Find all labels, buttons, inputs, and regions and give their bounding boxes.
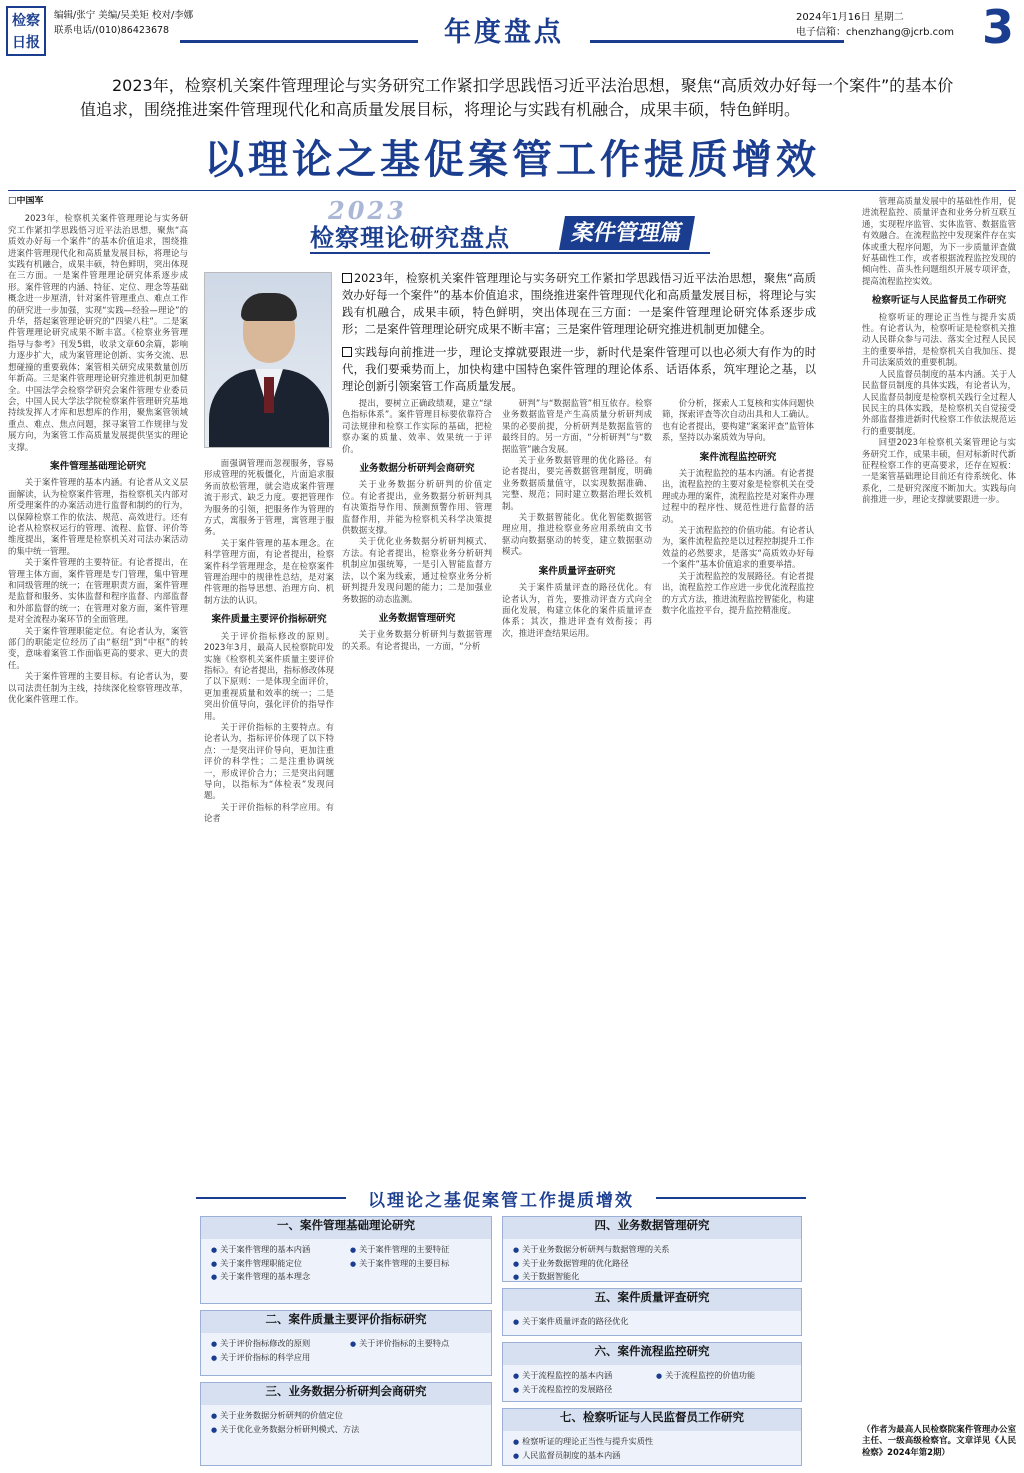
square-bullet-icon	[342, 347, 352, 357]
paragraph: 关于流程监控的价值功能。有论者认为，案件流程监控是以过程控制提升工作效益的必然要求，是落实“高质效办好每一个案件”基本价值追求的重要举措。	[662, 525, 814, 570]
diagram-card-6	[502, 1342, 802, 1402]
paragraph: 关于优化业务数据分析研判模式、方法。有论者提出，检察业务分析研判机制应加强统筹，一是引入智能监督方法，以个案为线索，通过检察业务分析研判提升发现问题的能力；二是加强业务数据的动态监测。	[342, 536, 492, 604]
subheading: 案件质量评查研究	[538, 565, 616, 577]
card-title: 三、业务数据分析研判会商研究	[201, 1383, 491, 1405]
list-item: ● 关于案件管理的主要目标	[350, 1257, 481, 1271]
paragraph: 关于业务数据分析研判与数据管理的关系。有论者提出，一方面，“分析	[342, 629, 492, 651]
paragraph: 关于评价指标的科学应用。有论者	[204, 801, 334, 824]
editors-line: 编辑/张宁 美编/吴美矩 校对/李娜	[54, 10, 194, 21]
newspaper-logo: 检察日报	[6, 6, 46, 56]
intro-paragraph: 2023年，检察机关案件管理理论与实务研究工作紧扣学思践悟习近平法治思想，聚焦“高质效办好每一个案件”的基本价值追求，围绕推进案件管理现代化和高质量发展目标，将理论与实践有机融合，成果丰硕，特色鲜明，突出体现在三方面：一是案件管理理论研究体系逐步成形；二是案件管理理论研究成果不断丰富；三是案件管理理论研究推进机制更加健全。	[342, 272, 816, 336]
card-title: 五、案件质量评查研究	[503, 1289, 801, 1311]
divider	[8, 190, 1016, 191]
paragraph: 关于业务数据分析研判的价值定位。有论者提出，业务数据分析研判具有决策指导作用、预测预警作用、管理监督作用，并能为检察机关科学决策提供数据支撑。	[342, 479, 492, 536]
subheading: 业务数据分析研判会商研究	[359, 463, 475, 475]
diagram-title: 以理论之基促案管工作提质增效	[196, 1186, 806, 1211]
card-list	[201, 1333, 491, 1368]
card-title: 二、案件质量主要评价指标研究	[201, 1311, 491, 1333]
author-note: （作者为最高人民检察院案件管理办公室主任、一级高级检察官。文章详见《人民检察》2024年第2期）	[862, 1424, 1016, 1457]
list-item: ● 关于优化业务数据分析研判模式、方法	[211, 1423, 481, 1437]
diagram-card-7	[502, 1408, 802, 1466]
paragraph: 2023年，检察机关案件管理理论与实务研究工作紧扣学思践悟习近平法治思想，聚焦“高质效办好每一个案件”的基本价值追求，围绕推进案件管理现代化和高质量发展目标，将理论与实践有机融合，成果丰硕，特色鲜明，突出体现在三方面。一是案件管理理论研究体系逐步成形。案件管理的内涵、特征、定位、理念等基础概念进一步厘清，针对案件管理重点、难点工作的研究进一步加强，实现“实践—经验—理论”的升华，搭起案管理论研究的“四梁八柱”。二是案件管理理论研究成果不断丰富。《检察业务管理指导与参考》刊发5辑，收录文章60余篇，影响力逐步扩大，成为案管理论创新、实务交流、思想碰撞的重要载体；案管相关研究成果数量创历年新高。三是案件管理理论研究推进机制更加健全。中国法学会检察学研究会案件管理专业委员会，中国人民大学法学院检察案件管理研究基地持续发挥人才库和思想库的作用，聚焦案管领域重点、难点、焦点问题，探寻案管工作规律与发展方向，为案管工作高质量发展提供坚实的理论支撑。	[8, 213, 188, 452]
card-list	[201, 1239, 491, 1288]
summary-diagram	[196, 1186, 806, 1468]
intro-paragraph: 实践每向前推进一步，理论支撑就要跟进一步，新时代是案件管理可以也必须大有作为的时代，我们要乘势而上，加快构建中国特色案件管理的理论体系、话语体系，筑牢理论之基，以理论创新引领案管工作高质量发展。	[342, 346, 816, 393]
subheading: 案件管理基础理论研究	[50, 460, 146, 472]
paragraph: 关于评价指标的主要特点。有论者认为，指标评价体现了以下特点：一是突出评价导向，更加注重评价的科学性；二是注重协调统一，形成评价合力；三是突出问题导向，以指标为“体检表”发现问题。	[204, 721, 334, 801]
issue-info	[796, 10, 954, 40]
intro-block	[342, 270, 816, 401]
list-item: ● 关于案件管理的基本理念	[211, 1270, 342, 1284]
article-column-3	[342, 398, 492, 1178]
page-title: 以理论之基促案管工作提质增效	[204, 136, 820, 183]
list-item: ● 关于业务数据管理的优化路径	[513, 1257, 791, 1271]
card-title: 六、案件流程监控研究	[503, 1343, 801, 1365]
editor-info	[54, 8, 193, 38]
issue-date: 2024年1月16日 星期二	[796, 12, 904, 23]
diagram-card-4	[502, 1216, 802, 1282]
subheading: 业务数据管理研究	[378, 612, 456, 624]
diagram-card-5	[502, 1288, 802, 1336]
paragraph: 人民监督员制度的基本内涵。关于人民监督员制度的具体实践，有论者认为，人民监督员制度是检察机关践行全过程人民民主的具体实践，是检察机关自觉接受外部监督推进新时代检察工作依法规范运行的重要制度。	[862, 368, 1016, 436]
byline: □中国军	[8, 196, 44, 206]
lead-paragraph: 2023年，检察机关案件管理理论与实务研究工作紧扣学思践悟习近平法治思想，聚焦“高质效办好每一个案件”的基本价值追求，围绕推进案件管理现代化和高质量发展目标，将理论与实践有机融合，成果丰硕，特色鲜明。	[80, 76, 954, 119]
paragraph: 关于流程监控的基本内涵。有论者提出，流程监控的主要对象是检察机关在受理或办理的案件，流程监控是对案件办理过程中的程序性、规范性进行监督的活动。	[662, 468, 814, 524]
list-item: ● 关于流程监控的发展路径	[513, 1383, 648, 1397]
list-item: ● 关于案件管理的主要特征	[350, 1243, 481, 1257]
paragraph: 关于业务数据管理的优化路径。有论者提出，要完善数据管理制度，明确业务数据质量值守，以实现数据准确、完整、规范；同时建立数据治理长效机制。	[502, 455, 652, 511]
paragraph: 面强调管理而忽视服务，容易形成管理的死板僵化，片面追求服务而放松管理，就会造成案件管理流于形式、缺乏力度。要把管理作为服务的引领，把服务作为管理的方式，寓服务于管理，寓管理于服务。	[204, 458, 334, 537]
paragraph: 研判”与“数据监管”相互依存。检察业务数据监管是产生高质量分析研判成果的必要前提，分析研判是数据监管的最终目的。另一方面，“分析研判”与“数据监管”融合发展。	[502, 398, 652, 454]
list-item: ● 关于流程监控的价值功能	[656, 1369, 791, 1383]
paragraph: 关于评价指标修改的原则。2023年3月，最高人民检察院印发实施《检察机关案件质量主要评价指标》。有论者提出，指标修改体现了以下原则：一是体现全面评价，更加重视质量和效率的统一；二是突出价值导向，强化评价的指导作用。	[204, 630, 334, 721]
list-item: ● 关于流程监控的基本内涵	[513, 1369, 648, 1383]
list-item: ● 人民监督员制度的基本内涵	[513, 1449, 791, 1463]
card-title: 四、业务数据管理研究	[503, 1217, 801, 1239]
contact-email: 电子信箱：chenzhang@jcrb.com	[796, 27, 954, 38]
paragraph: 回望2023年检察机关案管理论与实务研究工作，成果丰硕，但对标新时代新征程检察工作的更高要求，还存在短板：一是案管基础理论目前还有待系统化、体系化，二是研究深度不断加大。实践每向前推进一步，理论支撑就要跟进一步。	[862, 437, 1016, 505]
paragraph: 价分析，探索人工复核和实体问题快筛，探索评查等次自动出具和人工确认。也有论者提出，要构建“案案评查”监管体系，坚持以办案质效为导向。	[662, 398, 814, 443]
paragraph: 关于流程监控的发展路径。有论者提出，流程监控工作应进一步优化流程监控的方式方法，推进流程监控智能化，构建数字化监控平台，提升监控精准度。	[662, 570, 814, 615]
list-item: ● 关于案件质量评查的路径优化	[513, 1315, 791, 1329]
list-item: ● 关于案件管理职能定位	[211, 1257, 342, 1271]
paragraph: 关于数据智能化。优化智能数据管理应用，推进检察业务应用系统由文书驱动向数据驱动的转变，建立数据驱动模式。	[502, 512, 652, 557]
square-bullet-icon	[342, 273, 352, 283]
card-title: 七、检察听证与人民监督员工作研究	[503, 1409, 801, 1431]
subheading: 案件质量主要评价指标研究	[211, 614, 327, 626]
paragraph: 关于案件管理的基本理念。在科学管理方面，有论者提出，检察案件科学管理理念，是在检察案件管理治理中的规律性总结，是对案件管理的指导思想、治理方向、机制方法的认识。	[204, 537, 334, 605]
paragraph: 关于案件管理的主要目标。有论者认为，要以司法责任制为主线，持续深化检察管理改革，优化案件管理工作。	[8, 671, 188, 705]
paragraph: 关于案件管理职能定位。有论者认为，案管部门的职能定位经历了由“枢纽”到“中枢”的转变，意味着案管工作面临更高的要求、更大的责任。	[8, 625, 188, 670]
list-item: ● 关于业务数据分析研判的价值定位	[211, 1409, 481, 1423]
banner-tag: 案件管理篇	[559, 216, 695, 250]
card-list	[503, 1431, 801, 1466]
page-number: 3	[981, 0, 1014, 54]
card-list	[503, 1311, 801, 1333]
paragraph: 提出，要树立正确政绩观，建立“绿色指标体系”。案件管理目标要依靠符合司法规律和检察工作实际的基础，把检察办案的质量、效率、效果统一于评价。	[342, 398, 492, 454]
article-column-1	[8, 196, 188, 1468]
card-list	[503, 1365, 801, 1400]
list-item: ● 关于评价指标的科学应用	[211, 1351, 342, 1365]
series-banner	[300, 196, 720, 262]
portrait-hair	[241, 293, 297, 321]
banner-title: 检察理论研究盘点	[310, 224, 510, 252]
diagram-card-2	[200, 1310, 492, 1376]
paragraph: 管理高质量发展中的基础性作用，促进流程监控、质量评查和业务分析互联互通，实现程序监管、实体监管、数据监管有效融合。在流程监控中发现案件存在实体或重大程序问题，为下一步质量评查做好基础性工作，或者根据流程监控发现的倾向性、苗头性问题组织开展专项评查，提高流程监控实效。	[862, 196, 1016, 286]
portrait-tie	[264, 377, 274, 413]
list-item: ● 关于案件管理的基本内涵	[211, 1243, 342, 1257]
subheading: 案件流程监控研究	[699, 451, 777, 463]
paragraph: 关于案件质量评查的路径优化。有论者认为，首先，要推动评查方式向全面化发展，构建立体化的案件质量评查体系；其次，推进评查有效衔接；再次，推进评查结果运用。	[502, 582, 652, 638]
article-column-6	[862, 196, 1016, 1418]
phone-line: 联系电话/(010)86423678	[54, 25, 170, 36]
diagram-card-3	[200, 1382, 492, 1466]
list-item: ● 关于评价指标的主要特点	[350, 1337, 481, 1351]
section-title: 年度盘点	[418, 14, 590, 52]
paragraph: 检察听证的理论正当性与提升实质性。有论者认为，检察听证是检察机关推动人民群众参与司法、落实全过程人民民主的重要举措，是检察机关自我加压、提升司法案质效的重要机制。	[862, 311, 1016, 368]
article-column-2	[204, 458, 334, 1178]
card-list	[503, 1239, 801, 1288]
article-column-5	[662, 398, 814, 1178]
paragraph: 关于案件管理的基本内涵。有论者从文义层面解读，认为检察案件管理，指检察机关内部对所受理案件的办案活动进行监督和制约的行为，以保障检察工作的依法、规范、高效进行。还有论者从检察权运行的管理、流程、监督、评价等维度提出，案件管理是检察机关对司法办案活动的集中统一管理。	[8, 477, 188, 556]
card-list	[201, 1405, 491, 1440]
page-header	[0, 0, 1024, 60]
list-item: ● 关于评价指标修改的原则	[211, 1337, 342, 1351]
author-photo	[204, 272, 332, 448]
banner-year: 2023	[328, 196, 407, 225]
article-column-4	[502, 398, 652, 1178]
list-item: ● 检察听证的理论正当性与提升实质性	[513, 1435, 791, 1449]
list-item: ● 关于业务数据分析研判与数据管理的关系	[513, 1243, 791, 1257]
paragraph: 关于案件管理的主要特征。有论者提出，在管理主体方面，案件管理是专门管理，集中管理和同级管理的统一；在管理职责方面，案件管理是监督和服务、实体监督和程序监督、内部监督和外部监督的统一；在管理对象方面，案件管理是对全流程办案环节的全面管理。	[8, 557, 188, 625]
list-item: ● 关于数据智能化	[513, 1270, 791, 1284]
diagram-card-1	[200, 1216, 492, 1304]
banner-rule	[310, 252, 710, 254]
subheading: 检察听证与人民监督员工作研究	[871, 295, 1007, 307]
card-title: 一、案件管理基础理论研究	[201, 1217, 491, 1239]
